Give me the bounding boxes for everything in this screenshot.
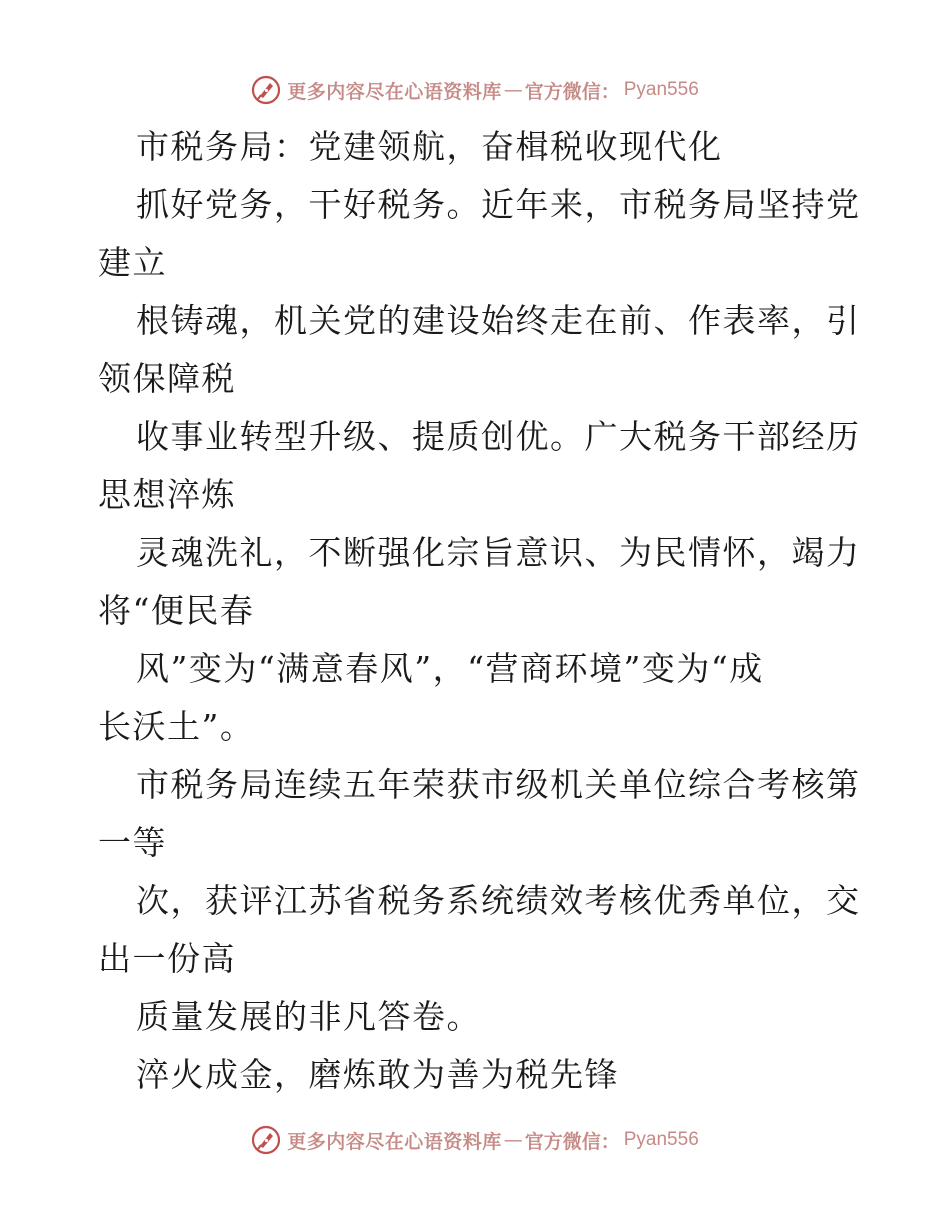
text-line: 长沃土”。 bbox=[98, 707, 255, 746]
banner-wechat-label: 官方微信： bbox=[524, 80, 620, 103]
banner-main-text: 更多内容尽在心语资料库 bbox=[287, 80, 502, 103]
document-body bbox=[98, 118, 861, 1104]
pen-nib-logo-icon bbox=[251, 1125, 281, 1155]
text-line: 风”变为“满意春风”，“营商环境”变为“成 bbox=[136, 649, 764, 688]
text-line: 抓好党务，干好税务。近年来，市税务局坚持党 bbox=[136, 185, 861, 224]
banner-dash: — bbox=[503, 1129, 523, 1151]
banner-main-text: 更多内容尽在心语资料库 bbox=[287, 1130, 502, 1153]
text-line: 领保障税 bbox=[98, 359, 236, 398]
text-line: 将“便民春 bbox=[98, 591, 255, 630]
text-line: 根铸魂，机关党的建设始终走在前、作表率，引 bbox=[136, 301, 861, 340]
text-line: 一等 bbox=[98, 823, 167, 862]
text-line: 市税务局连续五年荣获市级机关单位综合考核第 bbox=[136, 765, 861, 804]
text-line: 淬火成金，磨炼敢为善为税先锋 bbox=[136, 1055, 619, 1094]
text-line: 市税务局：党建领航，奋楫税收现代化 bbox=[136, 127, 723, 166]
banner-wechat-id: Pyan556 bbox=[623, 79, 699, 100]
text-line: 次，获评江苏省税务系统绩效考核优秀单位，交 bbox=[136, 881, 861, 920]
header-banner bbox=[0, 70, 950, 110]
text-line: 质量发展的非凡答卷。 bbox=[136, 997, 481, 1036]
text-line: 思想淬炼 bbox=[98, 475, 236, 514]
banner-wechat-label: 官方微信： bbox=[524, 1130, 620, 1153]
text-line: 灵魂洗礼，不断强化宗旨意识、为民情怀，竭力 bbox=[136, 533, 861, 572]
banner-dash: — bbox=[503, 79, 523, 101]
text-line: 出一份高 bbox=[98, 939, 236, 978]
text-line: 收事业转型升级、提质创优。广大税务干部经历 bbox=[136, 417, 861, 456]
footer-banner bbox=[0, 1120, 950, 1160]
banner-wechat-id: Pyan556 bbox=[623, 1129, 699, 1150]
pen-nib-logo-icon bbox=[251, 75, 281, 105]
text-line: 建立 bbox=[98, 243, 167, 282]
